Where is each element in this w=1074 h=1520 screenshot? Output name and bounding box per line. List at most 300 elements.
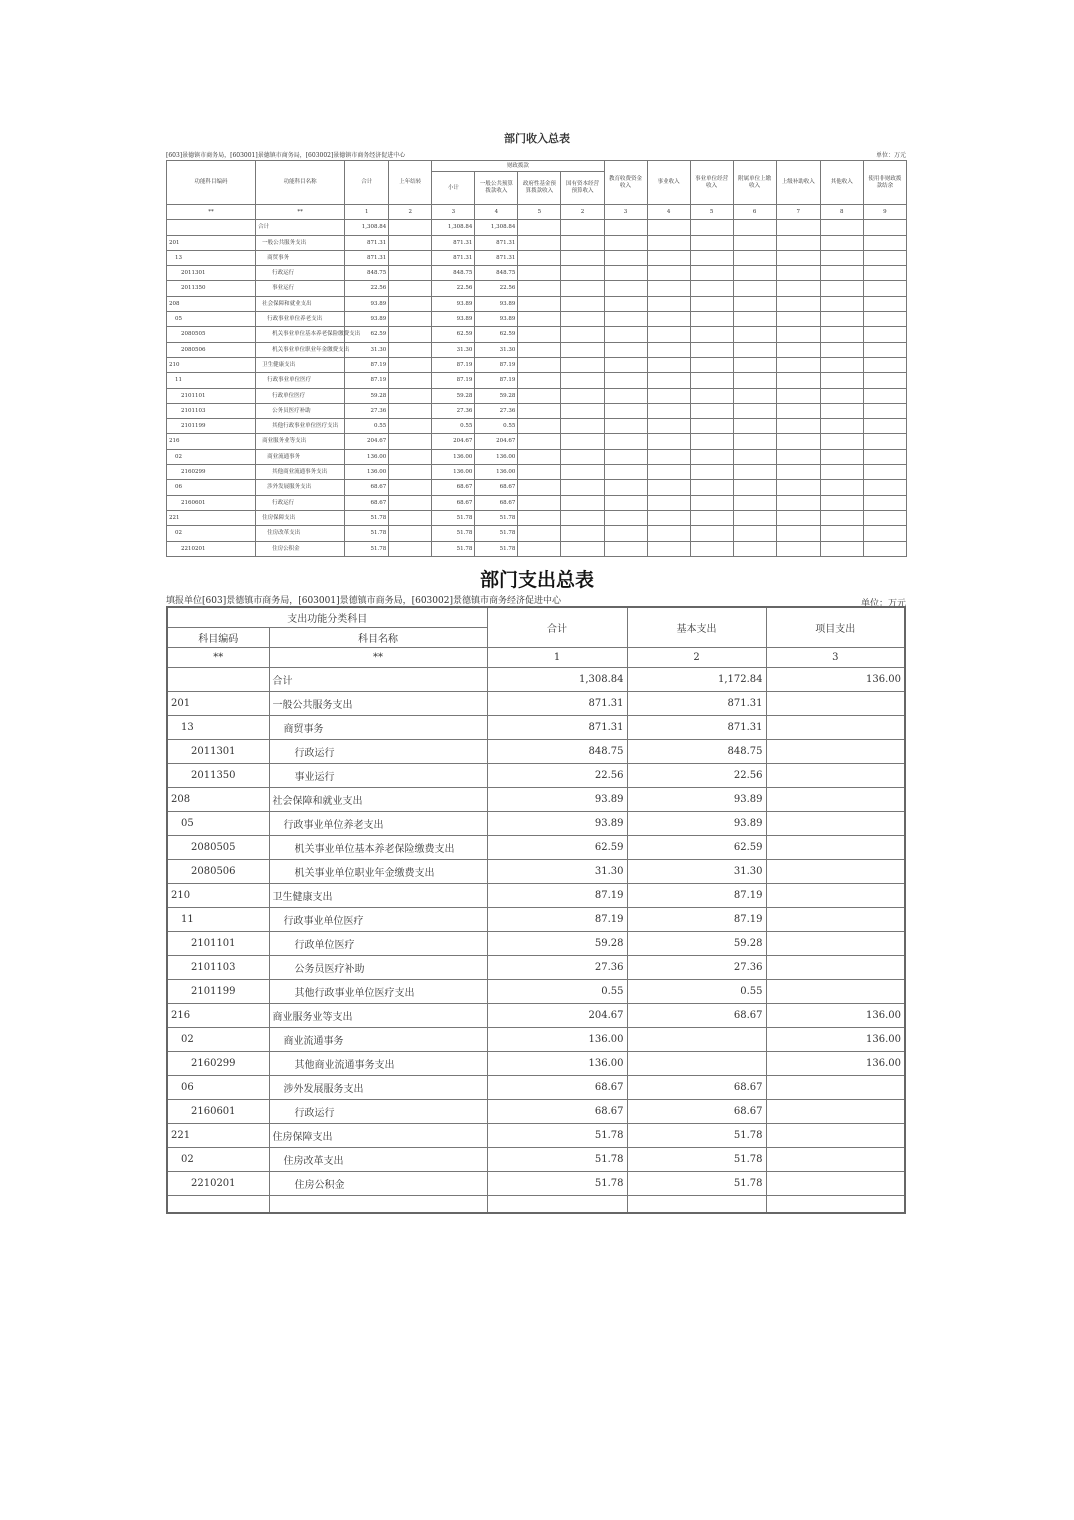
cell-fund [518, 373, 561, 388]
cell-name: 行政单位医疗 [256, 388, 345, 403]
cell-code: 11 [167, 908, 269, 932]
cell-business [647, 434, 690, 449]
index-cell: 3 [766, 648, 905, 668]
cell-operation [690, 480, 733, 495]
cell-basic: 51.78 [627, 1148, 766, 1172]
cell-code: 13 [167, 716, 269, 740]
cell-subtotal: 27.36 [432, 403, 475, 418]
cell-carryover [389, 541, 432, 556]
col-header-fiscal: 财政拨款 [432, 161, 604, 172]
index-cell: 1 [345, 205, 389, 220]
cell-business [647, 526, 690, 541]
cell-code: 11 [167, 373, 256, 388]
col-header-fee: 教育收费资金收入 [604, 161, 647, 205]
cell-other [820, 526, 863, 541]
cell-operation [690, 235, 733, 250]
table-row [167, 403, 907, 418]
expense-unit: 单位：万元 [860, 599, 906, 609]
cell-state [561, 266, 604, 281]
cell-total: 1,308.84 [345, 220, 389, 235]
cell-carryover [389, 403, 432, 418]
cell-superior [776, 357, 820, 372]
col-header-affiliate: 附属单位上缴收入 [733, 161, 776, 205]
cell-other [820, 419, 863, 434]
cell-affiliate [733, 465, 776, 480]
table-row [167, 1124, 905, 1148]
cell-code: 2160601 [167, 1100, 269, 1124]
cell-project [766, 1076, 905, 1100]
cell-code: 2101101 [167, 932, 269, 956]
cell-state [561, 327, 604, 342]
cell-code: 216 [167, 1004, 269, 1028]
cell-superior [776, 281, 820, 296]
cell-subtotal: 87.19 [432, 373, 475, 388]
cell-superior [776, 388, 820, 403]
col-header-state: 国有资本经营预算收入 [561, 172, 604, 205]
cell-basic: 93.89 [627, 812, 766, 836]
cell-general: 51.78 [475, 510, 518, 525]
cell-carryover [389, 495, 432, 510]
cell-fund [518, 541, 561, 556]
cell-affiliate [733, 327, 776, 342]
cell-surplus [863, 403, 906, 418]
cell-name: 商贸事务 [256, 250, 345, 265]
cell-name: 商业服务业等支出 [256, 434, 345, 449]
col-header-operation: 事业单位经营收入 [690, 161, 733, 205]
cell-superior [776, 266, 820, 281]
cell-other [820, 373, 863, 388]
cell-total: 136.00 [487, 1028, 627, 1052]
cell-state [561, 312, 604, 327]
cell-fee [604, 419, 647, 434]
cell-fund [518, 480, 561, 495]
cell-name: 机关事业单位职业年金缴费支出 [256, 342, 345, 357]
index-cell: 5 [690, 205, 733, 220]
table-row [167, 281, 907, 296]
cell-state [561, 235, 604, 250]
table-row [167, 812, 905, 836]
table-row [167, 716, 905, 740]
cell-name: 机关事业单位职业年金缴费支出 [269, 860, 487, 884]
income-table-title: 部门收入总表 [504, 132, 570, 145]
cell-name: 行政事业单位养老支出 [256, 312, 345, 327]
income-unit: 单位：万元 [875, 152, 906, 159]
cell-carryover [389, 526, 432, 541]
cell-subtotal: 871.31 [432, 235, 475, 250]
cell-general: 871.31 [475, 250, 518, 265]
cell-code: 06 [167, 480, 256, 495]
cell-basic: 87.19 [627, 884, 766, 908]
cell-fund [518, 419, 561, 434]
cell-carryover [389, 235, 432, 250]
cell-code: 2011301 [167, 266, 256, 281]
cell-subtotal: 59.28 [432, 388, 475, 403]
table-row [167, 434, 907, 449]
cell-code: 2101199 [167, 980, 269, 1004]
cell-superior [776, 327, 820, 342]
cell-code: 2080505 [167, 836, 269, 860]
cell-code: 2210201 [167, 1172, 269, 1196]
index-cell: 4 [647, 205, 690, 220]
cell-operation [690, 510, 733, 525]
cell-carryover [389, 266, 432, 281]
cell-other [820, 541, 863, 556]
cell-state [561, 357, 604, 372]
cell-surplus [863, 327, 906, 342]
cell-other [820, 281, 863, 296]
cell-name: 卫生健康支出 [256, 357, 345, 372]
cell-general: 136.00 [475, 449, 518, 464]
cell-general: 87.19 [475, 373, 518, 388]
cell-total: 93.89 [487, 812, 627, 836]
cell-business [647, 373, 690, 388]
cell-state [561, 526, 604, 541]
cell-operation [690, 281, 733, 296]
cell-business [647, 541, 690, 556]
index-cell: ** [167, 205, 256, 220]
cell-business [647, 327, 690, 342]
cell-carryover [389, 434, 432, 449]
table-row [167, 235, 907, 250]
cell-surplus [863, 281, 906, 296]
cell-surplus [863, 526, 906, 541]
cell-carryover [389, 510, 432, 525]
cell-business [647, 281, 690, 296]
cell-surplus [863, 449, 906, 464]
col-header-other: 其他收入 [820, 161, 863, 205]
cell-general: 0.55 [475, 419, 518, 434]
cell-superior [776, 342, 820, 357]
cell-surplus [863, 510, 906, 525]
index-cell: ** [167, 648, 269, 668]
cell-code: 2101103 [167, 403, 256, 418]
cell-name: 一般公共服务支出 [269, 692, 487, 716]
cell-operation [690, 419, 733, 434]
cell-general: 136.00 [475, 465, 518, 480]
cell-general: 1,308.84 [475, 220, 518, 235]
index-cell: ** [269, 648, 487, 668]
cell-business [647, 465, 690, 480]
cell-total: 27.36 [345, 403, 389, 418]
table-row [167, 342, 907, 357]
cell-fund [518, 327, 561, 342]
cell-fee [604, 403, 647, 418]
index-cell: 3 [432, 205, 475, 220]
cell-total: 0.55 [487, 980, 627, 1004]
table-row [167, 1172, 905, 1196]
cell-affiliate [733, 388, 776, 403]
cell-total: 93.89 [345, 296, 389, 311]
cell-name: 行政事业单位养老支出 [269, 812, 487, 836]
cell-project [766, 884, 905, 908]
cell-project: 136.00 [766, 1052, 905, 1076]
table-row [167, 480, 907, 495]
cell-name: 机关事业单位基本养老保险缴费支出 [256, 327, 345, 342]
cell-state [561, 510, 604, 525]
cell-name: 行政事业单位医疗 [256, 373, 345, 388]
cell-carryover [389, 357, 432, 372]
cell-project: 136.00 [766, 1028, 905, 1052]
cell-operation [690, 526, 733, 541]
cell-surplus [863, 342, 906, 357]
cell-operation [690, 296, 733, 311]
cell-total: 22.56 [487, 764, 627, 788]
cell-general: 68.67 [475, 495, 518, 510]
cell-subtotal: 87.19 [432, 357, 475, 372]
cell-basic: 68.67 [627, 1100, 766, 1124]
cell-project [766, 1100, 905, 1124]
cell-fund [518, 434, 561, 449]
table-row [167, 692, 905, 716]
cell-fee [604, 235, 647, 250]
cell-subtotal: 136.00 [432, 465, 475, 480]
cell-name: 行政运行 [269, 740, 487, 764]
cell-operation [690, 373, 733, 388]
cell-total: 871.31 [487, 692, 627, 716]
cell-total: 68.67 [487, 1100, 627, 1124]
cell-fee [604, 510, 647, 525]
blank-cell [269, 1196, 487, 1214]
cell-state [561, 373, 604, 388]
cell-name: 行政运行 [256, 495, 345, 510]
cell-fee [604, 296, 647, 311]
table-row [167, 1148, 905, 1172]
cell-state [561, 220, 604, 235]
cell-total: 51.78 [487, 1124, 627, 1148]
cell-operation [690, 403, 733, 418]
cell-name: 商贸事务 [269, 716, 487, 740]
cell-total: 848.75 [487, 740, 627, 764]
col-header-name: 功能科目名称 [256, 161, 345, 205]
table-row [167, 449, 907, 464]
cell-total: 136.00 [345, 449, 389, 464]
col-header-general: 一般公共预算拨款收入 [475, 172, 518, 205]
cell-code [167, 668, 269, 692]
cell-name: 行政事业单位医疗 [269, 908, 487, 932]
cell-basic: 51.78 [627, 1124, 766, 1148]
cell-general: 87.19 [475, 357, 518, 372]
cell-state [561, 541, 604, 556]
cell-affiliate [733, 373, 776, 388]
cell-superior [776, 419, 820, 434]
cell-business [647, 266, 690, 281]
table-row [167, 1100, 905, 1124]
cell-subtotal: 848.75 [432, 266, 475, 281]
cell-fund [518, 403, 561, 418]
cell-fee [604, 342, 647, 357]
cell-basic: 27.36 [627, 956, 766, 980]
cell-carryover [389, 419, 432, 434]
cell-other [820, 235, 863, 250]
cell-total: 51.78 [345, 526, 389, 541]
cell-name: 社会保障和就业支出 [269, 788, 487, 812]
expense-org: 填报单位[603]景德镇市商务局，[603001]景德镇市商务局，[603002]景德镇市商务经济促进中心 [166, 596, 561, 606]
cell-code: 221 [167, 510, 256, 525]
cell-state [561, 281, 604, 296]
table-row [167, 296, 907, 311]
cell-subtotal: 0.55 [432, 419, 475, 434]
blank-row [167, 1196, 905, 1214]
cell-basic: 87.19 [627, 908, 766, 932]
cell-name: 机关事业单位基本养老保险缴费支出 [269, 836, 487, 860]
cell-project [766, 1148, 905, 1172]
cell-total: 51.78 [345, 541, 389, 556]
cell-subtotal: 51.78 [432, 526, 475, 541]
cell-operation [690, 449, 733, 464]
cell-code: 2080506 [167, 860, 269, 884]
col-header-code: 功能科目编码 [167, 161, 256, 205]
cell-fee [604, 281, 647, 296]
col-header-category: 支出功能分类科目 [167, 607, 487, 628]
cell-subtotal: 136.00 [432, 449, 475, 464]
cell-fund [518, 510, 561, 525]
cell-project [766, 692, 905, 716]
table-row [167, 312, 907, 327]
cell-basic: 59.28 [627, 932, 766, 956]
cell-name: 合计 [256, 220, 345, 235]
cell-general: 22.56 [475, 281, 518, 296]
cell-project [766, 1172, 905, 1196]
cell-code: 2080505 [167, 327, 256, 342]
cell-project [766, 1124, 905, 1148]
cell-superior [776, 312, 820, 327]
col-header-total: 合计 [487, 607, 627, 648]
cell-business [647, 296, 690, 311]
cell-fund [518, 312, 561, 327]
cell-affiliate [733, 220, 776, 235]
cell-total: 1,308.84 [487, 668, 627, 692]
cell-total: 87.19 [345, 357, 389, 372]
cell-name: 住房公积金 [269, 1172, 487, 1196]
cell-name: 合计 [269, 668, 487, 692]
cell-general: 93.89 [475, 312, 518, 327]
cell-subtotal: 871.31 [432, 250, 475, 265]
cell-fee [604, 526, 647, 541]
cell-basic: 0.55 [627, 980, 766, 1004]
cell-carryover [389, 296, 432, 311]
cell-surplus [863, 357, 906, 372]
cell-operation [690, 465, 733, 480]
cell-total: 136.00 [345, 465, 389, 480]
cell-affiliate [733, 434, 776, 449]
cell-state [561, 449, 604, 464]
cell-state [561, 296, 604, 311]
cell-project [766, 956, 905, 980]
cell-total: 93.89 [345, 312, 389, 327]
cell-state [561, 495, 604, 510]
cell-project [766, 932, 905, 956]
cell-subtotal: 62.59 [432, 327, 475, 342]
cell-name: 事业运行 [256, 281, 345, 296]
cell-fee [604, 220, 647, 235]
cell-general: 51.78 [475, 526, 518, 541]
cell-affiliate [733, 510, 776, 525]
cell-fund [518, 465, 561, 480]
cell-basic: 68.67 [627, 1004, 766, 1028]
cell-business [647, 403, 690, 418]
cell-state [561, 434, 604, 449]
table-row [167, 510, 907, 525]
cell-project [766, 764, 905, 788]
cell-fund [518, 296, 561, 311]
cell-code: 2080506 [167, 342, 256, 357]
cell-general: 93.89 [475, 296, 518, 311]
cell-affiliate [733, 342, 776, 357]
index-cell: 7 [776, 205, 820, 220]
cell-operation [690, 495, 733, 510]
cell-state [561, 250, 604, 265]
expense-table [166, 606, 906, 1214]
cell-affiliate [733, 235, 776, 250]
cell-surplus [863, 373, 906, 388]
table-row [167, 541, 907, 556]
cell-carryover [389, 327, 432, 342]
cell-state [561, 342, 604, 357]
cell-total: 31.30 [487, 860, 627, 884]
cell-code: 208 [167, 296, 256, 311]
index-cell: 5 [518, 205, 561, 220]
cell-other [820, 495, 863, 510]
cell-total: 136.00 [487, 1052, 627, 1076]
cell-project [766, 812, 905, 836]
cell-total: 0.55 [345, 419, 389, 434]
cell-superior [776, 465, 820, 480]
cell-fund [518, 342, 561, 357]
cell-affiliate [733, 266, 776, 281]
cell-other [820, 449, 863, 464]
cell-code: 216 [167, 434, 256, 449]
cell-carryover [389, 480, 432, 495]
cell-name: 涉外发展服务支出 [269, 1076, 487, 1100]
cell-other [820, 403, 863, 418]
index-row [167, 648, 905, 668]
cell-code: 02 [167, 526, 256, 541]
cell-code: 210 [167, 357, 256, 372]
table-row [167, 764, 905, 788]
cell-other [820, 220, 863, 235]
cell-business [647, 250, 690, 265]
cell-project [766, 740, 905, 764]
cell-total: 87.19 [487, 908, 627, 932]
cell-superior [776, 480, 820, 495]
cell-general: 204.67 [475, 434, 518, 449]
cell-operation [690, 220, 733, 235]
cell-code: 221 [167, 1124, 269, 1148]
table-row [167, 526, 907, 541]
cell-code: 06 [167, 1076, 269, 1100]
cell-surplus [863, 266, 906, 281]
cell-state [561, 419, 604, 434]
table-row [167, 373, 907, 388]
cell-state [561, 403, 604, 418]
cell-total: 87.19 [345, 373, 389, 388]
table-row [167, 1028, 905, 1052]
table-row [167, 327, 907, 342]
cell-total: 204.67 [345, 434, 389, 449]
cell-superior [776, 510, 820, 525]
cell-superior [776, 403, 820, 418]
cell-project [766, 860, 905, 884]
cell-carryover [389, 312, 432, 327]
cell-total: 51.78 [487, 1172, 627, 1196]
table-row [167, 932, 905, 956]
table-row [167, 1004, 905, 1028]
cell-carryover [389, 388, 432, 403]
cell-fee [604, 266, 647, 281]
cell-general: 27.36 [475, 403, 518, 418]
cell-other [820, 296, 863, 311]
cell-operation [690, 250, 733, 265]
